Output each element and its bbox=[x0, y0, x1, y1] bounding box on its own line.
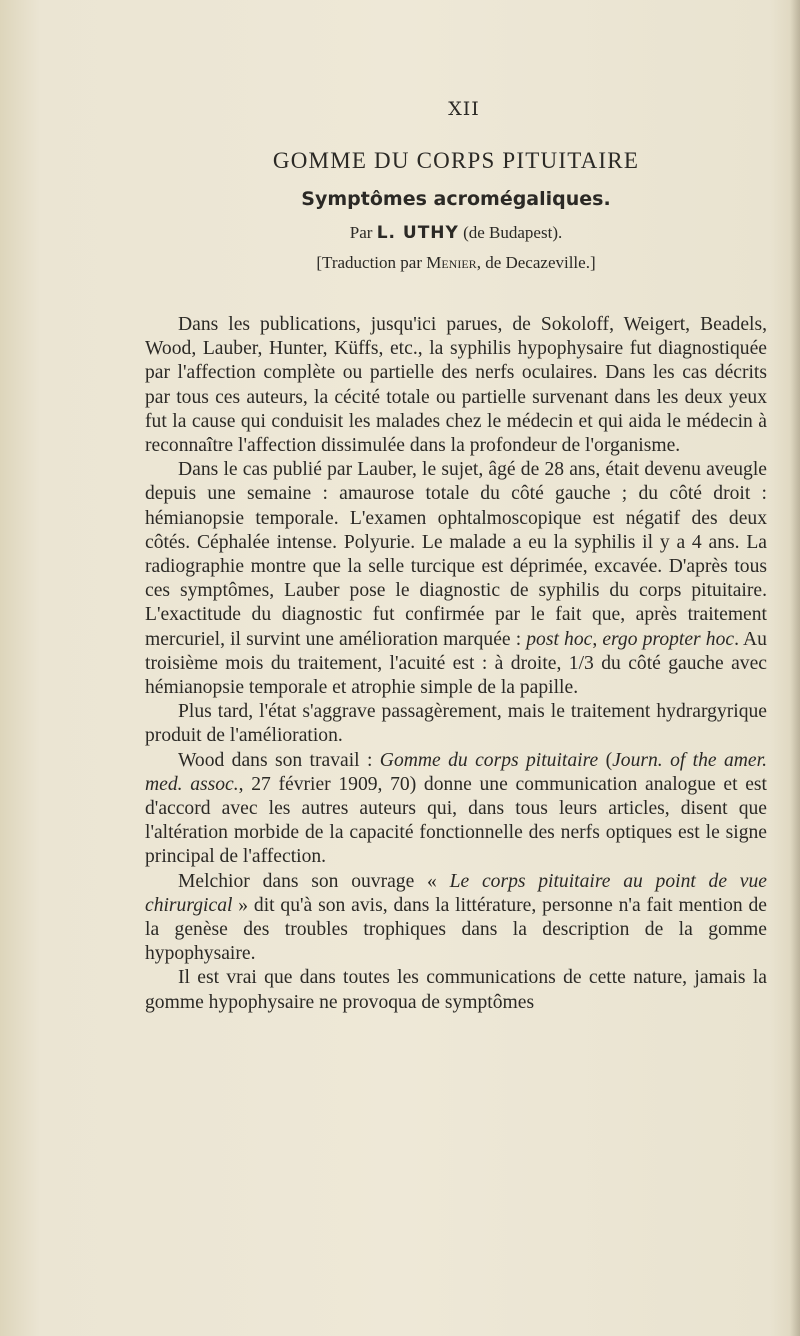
translator-name: Menier bbox=[426, 253, 477, 272]
paragraph-text: ( bbox=[605, 749, 613, 771]
article-title: GOMME DU CORPS PITUITAIRE bbox=[272, 148, 640, 173]
latin-phrase: post hoc bbox=[526, 628, 593, 650]
paragraph-text: Dans les publications, jusqu'ici parues, de Sokoloff, Weigert, Beadels, Wood, Lauber, Hunter, Küffs, etc., la syphilis hypophysaire fut diagnostiquée par l'affection complète ou partielle des nerfs oculaires. Dans les cas décrits par tous ces auteurs, la cécité totale ou partielle survenant dans les deux yeux fut la cause qui conduisit les malades chez le médecin et qui aida le médecin à reconnaître l'affection dissimulée dans la profondeur de l'organisme. bbox=[145, 314, 767, 457]
cited-title: Le corps pituitaire au point de vue chirurgical bbox=[145, 870, 767, 916]
page-content bbox=[145, 98, 767, 1015]
cited-journal: Journ. of the amer. med. assoc. bbox=[145, 749, 767, 795]
paragraph-text: » dit qu'à son avis, dans la littérature, personne n'a fait mention de la genèse des troubles trophiques dans la description de la gomme hypophysaire. bbox=[145, 894, 767, 965]
cited-title: Gomme du corps pituitaire bbox=[379, 749, 599, 771]
article-subtitle: Symptômes acromégaliques. bbox=[301, 188, 611, 210]
byline bbox=[145, 223, 767, 243]
page-number: XII bbox=[448, 98, 480, 120]
paragraph bbox=[145, 749, 767, 870]
latin-phrase: ergo propter hoc bbox=[602, 628, 735, 650]
paragraph bbox=[145, 313, 767, 458]
paragraph-text: , bbox=[592, 628, 598, 650]
paragraph-text: Wood dans son travail : bbox=[178, 749, 373, 771]
paragraph bbox=[145, 870, 767, 967]
paragraph bbox=[145, 966, 767, 1014]
author-name: L. UTHY bbox=[376, 223, 459, 243]
translation-close: , de Decazeville.] bbox=[476, 253, 596, 272]
article-body bbox=[145, 313, 767, 1015]
paragraph-text: Il est vrai que dans toutes les communications de cette nature, jamais la gomme hypophysaire ne provoqua de symptômes bbox=[145, 967, 767, 1013]
translation-note bbox=[145, 253, 767, 273]
paragraph-text: Plus tard, l'état s'aggrave passagèrement, mais le traitement hydrargyrique produit de l'amélioration. bbox=[145, 701, 767, 747]
translation-open: [Traduction par bbox=[316, 253, 422, 272]
page-edge-shadow bbox=[790, 0, 800, 1336]
author-affiliation: (de Budapest). bbox=[463, 223, 563, 242]
paragraph bbox=[145, 458, 767, 700]
paragraph-text: . Au troisième mois du traitement, l'acuité est : à droite, 1/3 du côté gauche avec hémianopsie temporale et atrophie simple de la papille. bbox=[145, 628, 767, 699]
paragraph-text: Dans le cas publié par Lauber, le sujet, âgé de 28 ans, était devenu aveugle depuis une semaine : amaurose totale du côté gauche ; du côté droit : hémianopsie temporale. L'examen ophtalmoscopique est négatif des deux côtés. Céphalée intense. Polyurie. Le malade a eu la syphilis il y a 4 ans. La radiographie montre que la selle turcique est déprimée, excavée. D'après tous ces symptômes, Lauber pose le diagnostic de syphilis du corps pituitaire. L'exactitude du diagnostic fut confirmée par le fait que, après traitement mercuriel, il survint une amélioration marquée : bbox=[145, 459, 767, 650]
paragraph-text: Melchior dans son ouvrage « bbox=[178, 870, 437, 892]
paragraph-text: , 27 février 1909, 70) donne une communication analogue et est d'accord avec les autres auteurs qui, dans tous leurs articles, disent que l'altération morbide de la capacité fonctionnelle des nerfs optiques est le signe principal de l'affection. bbox=[145, 773, 767, 868]
byline-prefix: Par bbox=[349, 223, 373, 242]
paragraph bbox=[145, 700, 767, 748]
